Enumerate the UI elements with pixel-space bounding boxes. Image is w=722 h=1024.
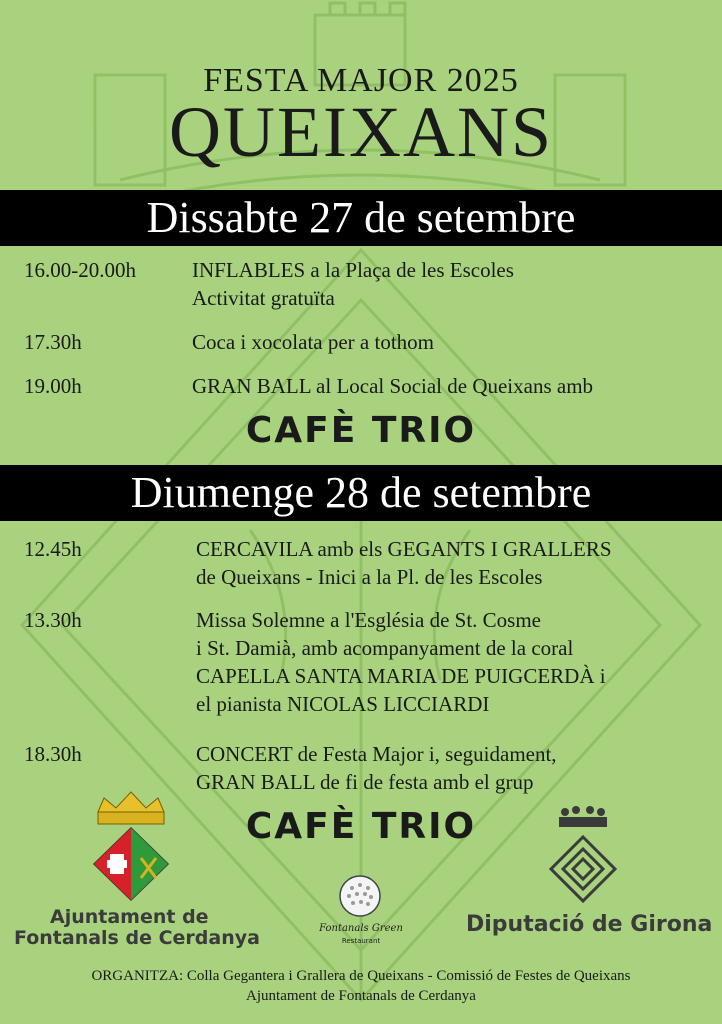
event-time: 17.30h [24,330,82,354]
ajuntament-label-line1: Ajuntament de [50,906,209,928]
event-desc-line: CERCAVILA amb els GEGANTS I GRALLERS [196,537,612,561]
event-desc-line: GRAN BALL de fi de festa amb el grup [196,770,534,794]
ajuntament-crest-icon [86,790,176,910]
event-time: 12.45h [24,537,82,561]
event-desc-line: INFLABLES a la Plaça de les Escoles [192,258,514,282]
restaurant-subtitle: Restaurant [341,937,381,945]
event-desc-line: Missa Solemne a l'Església de St. Cosme [196,608,542,632]
diputacio-emblem-icon [545,803,621,903]
diputacio-label: Diputació de Girona [466,912,713,937]
band-name: CAFÈ TRIO [245,410,477,451]
organizers-line1: ORGANITZA: Colla Gegantera i Grallera de Queixans - Comissió de Festes de Queixans [91,968,631,984]
event-time: 13.30h [24,608,82,632]
event-time: 18.30h [24,742,82,766]
event-subtitle: FESTA MAJOR 2025 [203,62,519,99]
event-desc-line: Activitat gratuïta [192,286,335,310]
event-desc-line: GRAN BALL al Local Social de Queixans amb [192,374,594,398]
event-desc-line: el pianista NICOLAS LICCIARDI [196,692,490,716]
day-heading-sunday: Diumenge 28 de setembre [0,465,722,521]
event-desc-line: de Queixans - Inici a la Pl. de les Escoles [196,565,543,589]
band-name: CAFÈ TRIO [245,806,477,847]
crown-icon [559,806,607,827]
golf-ball-icon [337,873,383,919]
event-desc-line: Coca i xocolata per a tothom [192,330,435,354]
town-title: QUEIXANS [169,92,553,172]
event-desc-line: CONCERT de Festa Major i, seguidament, [196,742,557,766]
organizers-line2: Ajuntament de Fontanals de Cerdanya [246,988,476,1004]
ajuntament-label-line2: Fontanals de Cerdanya [14,927,260,949]
day-heading-saturday: Dissabte 27 de setembre [0,190,722,246]
crown-icon [98,792,164,824]
event-time: 16.00-20.00h [24,258,136,282]
event-desc-line: i St. Damià, amb acompanyament de la coral [196,636,574,660]
restaurant-name: Fontanals Green [319,923,403,934]
event-desc-line: CAPELLA SANTA MARIA DE PUIGCERDÀ i [196,664,606,688]
event-time: 19.00h [24,374,82,398]
